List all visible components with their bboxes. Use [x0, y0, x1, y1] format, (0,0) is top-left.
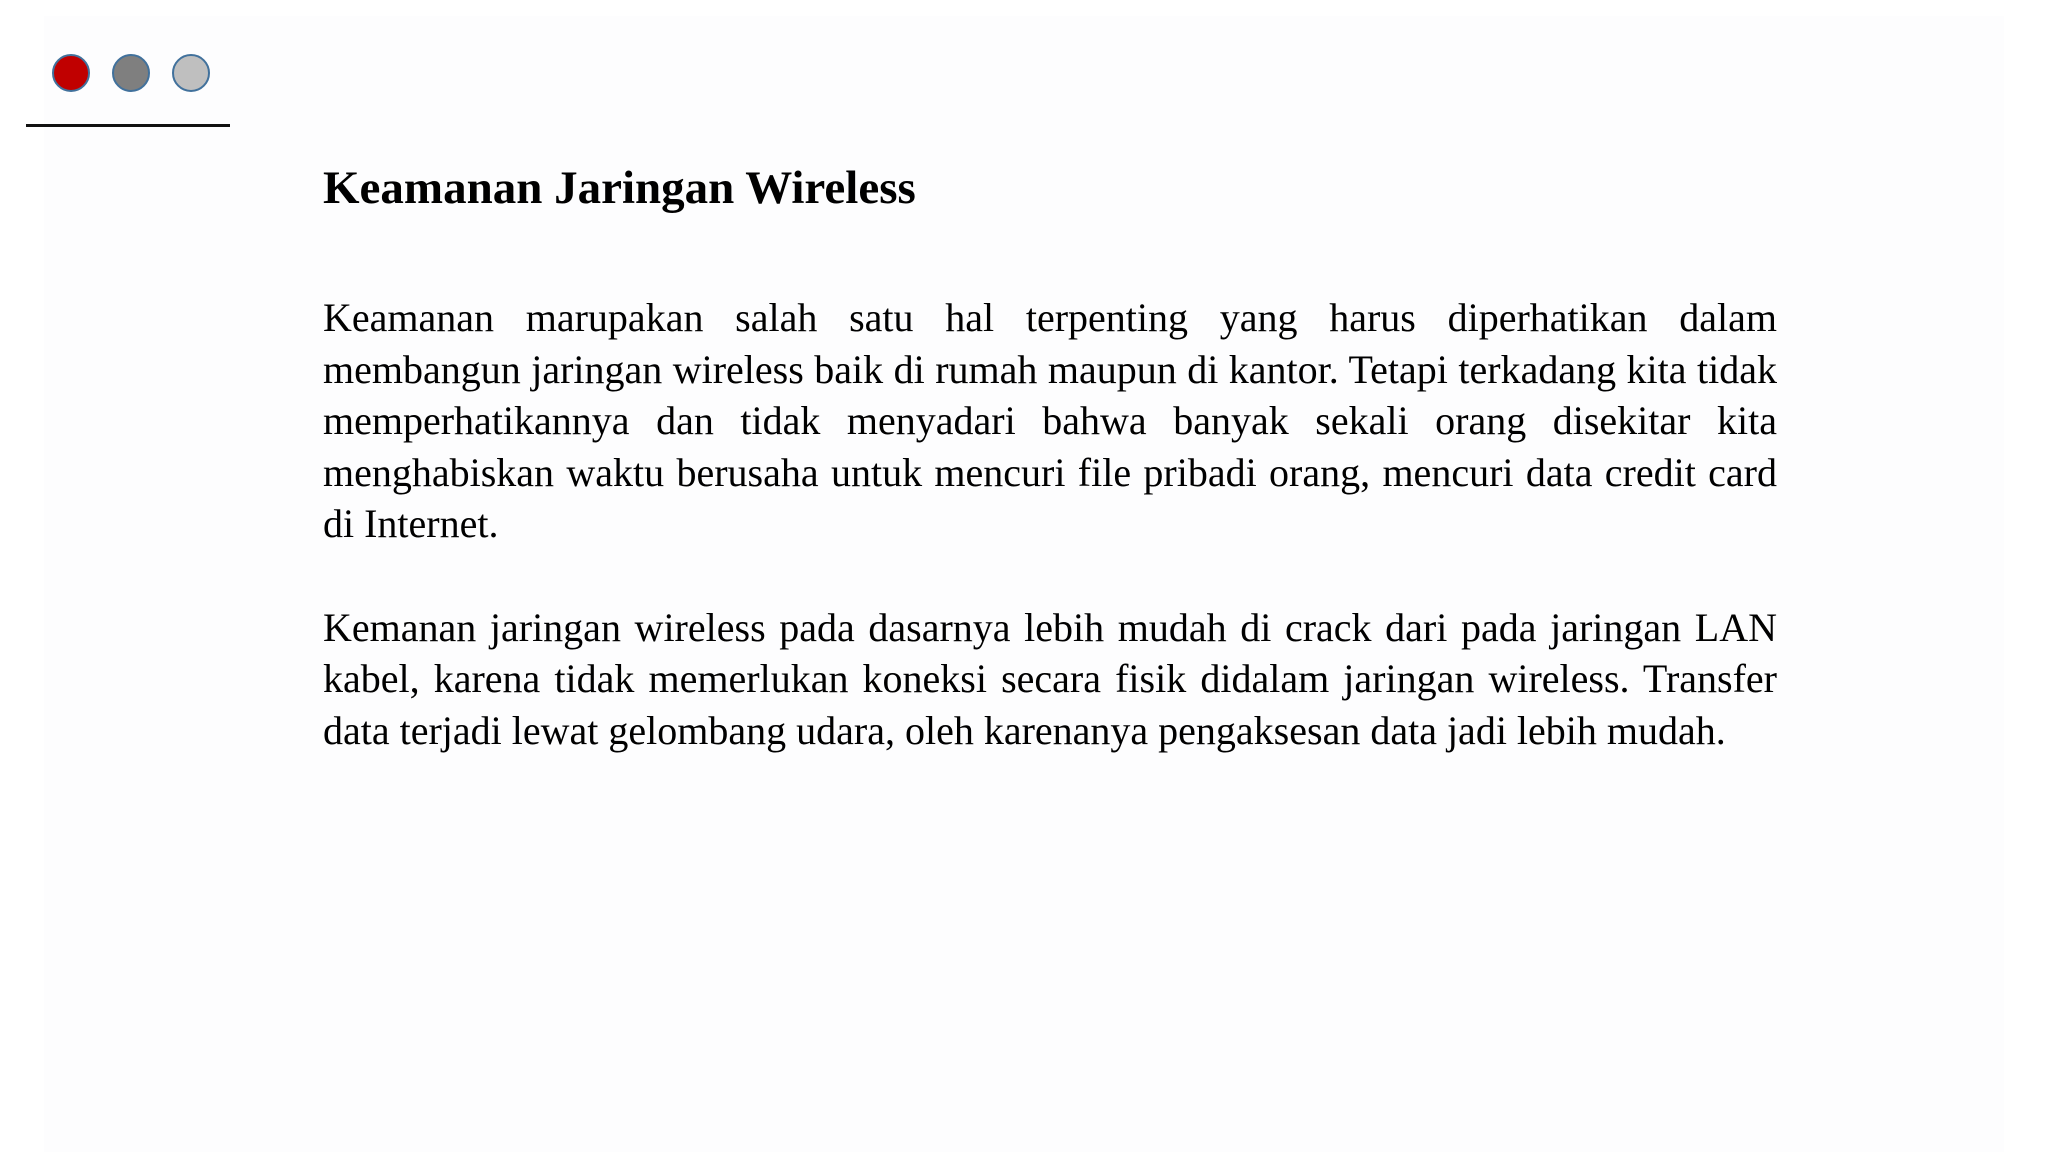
slide-body	[323, 292, 1777, 808]
slide-title: Keamanan Jaringan Wireless	[323, 162, 916, 214]
body-paragraph-1: Keamanan marupakan salah satu hal terpenting yang harus diperhatikan dalam membangun jaringan wireless baik di rumah maupun di kantor. Tetapi terkadang kita tidak memperhatikannya dan tidak menyadari bahwa banyak sekali orang disekitar kita menghabiskan waktu berusaha untuk mencuri file pribadi orang, mencuri data credit card di Internet.	[323, 295, 1777, 546]
light-gray-dot-icon	[172, 54, 210, 92]
decorative-dots	[52, 54, 210, 92]
red-dot-icon	[52, 54, 90, 92]
dark-gray-dot-icon	[112, 54, 150, 92]
body-paragraph-2: Kemanan jaringan wireless pada dasarnya lebih mudah di crack dari pada jaringan LAN kabel, karena tidak memerlukan koneksi secara fisik didalam jaringan wireless. Transfer data terjadi lewat gelombang udara, oleh karenanya pengaksesan data jadi lebih mudah.	[323, 604, 1777, 753]
header-rule	[26, 124, 230, 127]
